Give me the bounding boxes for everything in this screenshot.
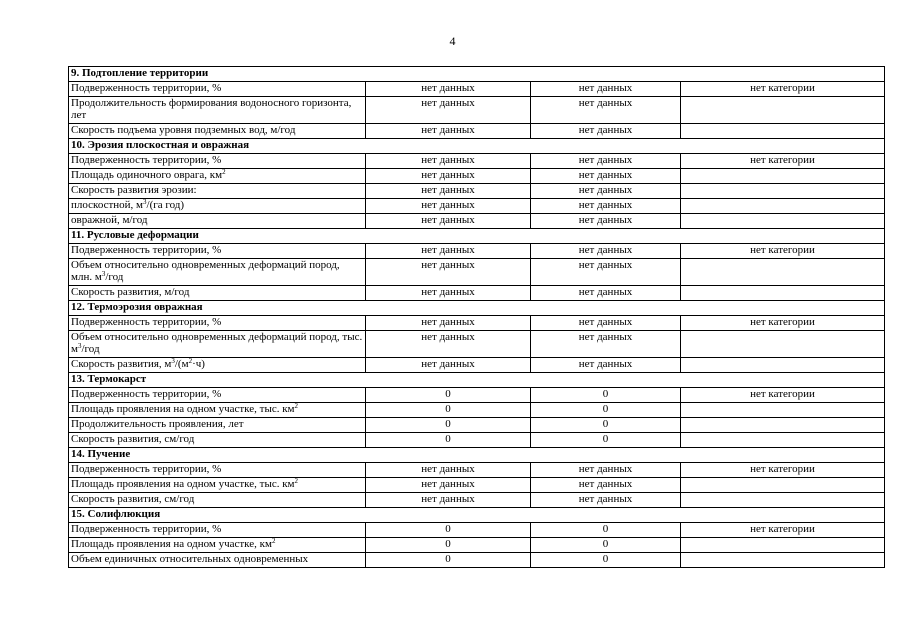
category-cell: нет категории (681, 316, 885, 331)
parameter-unit-exponent: 3 (171, 357, 175, 365)
parameter-name: плоскостной, м (71, 199, 144, 211)
category-cell (681, 259, 885, 286)
parameter-name: Подверженность территории, % (71, 244, 222, 256)
parameter-name-cell (69, 388, 366, 403)
parameter-unit-exponent: 3 (101, 270, 106, 278)
parameter-unit-exponent: 3 (77, 342, 82, 350)
category-cell: нет категории (681, 463, 885, 478)
parameter-name: Объем единичных относительных одновременных (71, 553, 309, 565)
value-cell-2: 0 (531, 418, 681, 433)
value-cell-1: 0 (366, 523, 531, 538)
value-cell-2: 0 (531, 523, 681, 538)
table-row (69, 286, 885, 301)
table-row (69, 331, 885, 358)
parameter-name: Скорость подъема уровня подземных вод, м/год (71, 124, 296, 136)
parameter-name: Скорость развития, см/год (71, 493, 195, 505)
category-cell (681, 124, 885, 139)
table-row (69, 244, 885, 259)
table-row (69, 433, 885, 448)
value-cell-1: нет данных (366, 169, 531, 184)
parameter-name-cell (69, 493, 366, 508)
category-cell: нет категории (681, 388, 885, 403)
value-cell-1: 0 (366, 433, 531, 448)
category-cell (681, 403, 885, 418)
table-row (69, 214, 885, 229)
value-cell-1: нет данных (366, 82, 531, 97)
table-row (69, 553, 885, 568)
value-cell-1: нет данных (366, 124, 531, 139)
table-row (69, 538, 885, 553)
parameter-name: Подверженность территории, % (71, 463, 222, 475)
parameter-unit-suffix: /год (81, 343, 100, 355)
value-cell-2: нет данных (531, 184, 681, 199)
table-row (69, 523, 885, 538)
table-row (69, 169, 885, 184)
section-title: 12. Термоэрозия овражная (69, 301, 885, 316)
category-cell (681, 538, 885, 553)
parameter-name-cell (69, 244, 366, 259)
value-cell-1: 0 (366, 418, 531, 433)
section-title: 14. Пучение (69, 448, 885, 463)
category-cell: нет категории (681, 82, 885, 97)
value-cell-1: нет данных (366, 199, 531, 214)
table-row (69, 493, 885, 508)
parameter-name: Подверженность территории, % (71, 388, 222, 400)
value-cell-1: 0 (366, 388, 531, 403)
value-cell-1: 0 (366, 403, 531, 418)
category-cell: нет категории (681, 244, 885, 259)
page-number: 4 (449, 34, 456, 48)
section-header-row (69, 139, 885, 154)
category-cell: нет категории (681, 523, 885, 538)
category-cell (681, 493, 885, 508)
category-cell (681, 418, 885, 433)
table-row (69, 418, 885, 433)
parameter-name-cell (69, 523, 366, 538)
category-cell (681, 358, 885, 373)
parameter-name: Подверженность территории, % (71, 154, 222, 166)
value-cell-1: нет данных (366, 97, 531, 124)
parameter-name-cell (69, 331, 366, 358)
parameter-name: Объем относительно одновременных деформаций пород, млн. м (71, 259, 340, 283)
value-cell-2: нет данных (531, 286, 681, 301)
value-cell-1: 0 (366, 553, 531, 568)
parameter-unit-suffix: /(га год) (146, 199, 185, 211)
parameter-name: Скорость развития, м/год (71, 286, 190, 298)
parameter-name: Объем относительно одновременных деформаций пород, тыс. м (71, 331, 363, 355)
table-row (69, 403, 885, 418)
parameter-name-cell (69, 286, 366, 301)
section-header-row (69, 229, 885, 244)
value-cell-2: нет данных (531, 463, 681, 478)
table-row (69, 184, 885, 199)
parameter-name: Площадь проявления на одном участке, тыс. км (71, 478, 295, 490)
category-cell (681, 199, 885, 214)
parameter-name-cell (69, 316, 366, 331)
category-cell (681, 286, 885, 301)
parameter-unit-exponent: 3 (143, 198, 147, 206)
parameter-name: Продолжительность проявления, лет (71, 418, 244, 430)
parameter-name: Скорость развития, см/год (71, 433, 195, 445)
value-cell-2: нет данных (531, 244, 681, 259)
section-title: 11. Русловые деформации (69, 229, 885, 244)
parameter-name-cell (69, 169, 366, 184)
section-title: 13. Термокарст (69, 373, 885, 388)
parameter-name: овражной, м/год (71, 214, 148, 226)
parameter-unit-exponent: 2 (222, 168, 226, 176)
value-cell-2: нет данных (531, 199, 681, 214)
parameter-name-cell (69, 214, 366, 229)
parameter-name: Площадь проявления на одном участке, тыс. км (71, 403, 295, 415)
parameter-unit-exponent: 2 (294, 402, 299, 410)
table-row (69, 259, 885, 286)
table-row (69, 199, 885, 214)
parameter-name: Продолжительность формирования водоносного горизонта, лет (71, 97, 352, 121)
parameter-name: Подверженность территории, % (71, 316, 222, 328)
category-cell (681, 331, 885, 358)
value-cell-1: нет данных (366, 331, 531, 358)
value-cell-1: нет данных (366, 286, 531, 301)
value-cell-1: нет данных (366, 214, 531, 229)
parameter-name-cell (69, 463, 366, 478)
parameter-name-cell (69, 97, 366, 124)
section-header-row (69, 373, 885, 388)
section-header-row (69, 448, 885, 463)
table-body (69, 67, 885, 568)
category-cell (681, 433, 885, 448)
parameter-name: Площадь одиночного оврага, км (71, 169, 223, 181)
value-cell-2: нет данных (531, 316, 681, 331)
table-row (69, 478, 885, 493)
parameter-name-cell (69, 124, 366, 139)
parameter-name: Скорость развития, м (71, 358, 172, 370)
parameter-name-cell (69, 538, 366, 553)
value-cell-2: 0 (531, 433, 681, 448)
parameter-name-cell (69, 478, 366, 493)
parameter-unit-suffix: /(м (174, 358, 189, 370)
value-cell-2: нет данных (531, 154, 681, 169)
category-cell (681, 169, 885, 184)
value-cell-1: нет данных (366, 316, 531, 331)
value-cell-2: нет данных (531, 331, 681, 358)
table-row (69, 124, 885, 139)
value-cell-2: нет данных (531, 97, 681, 124)
parameter-name-cell (69, 433, 366, 448)
table-row (69, 388, 885, 403)
parameter-name: Подверженность территории, % (71, 523, 222, 535)
value-cell-2: 0 (531, 403, 681, 418)
parameter-name-cell (69, 154, 366, 169)
section-title: 10. Эрозия плоскостная и овражная (69, 139, 885, 154)
parameter-name-cell (69, 82, 366, 97)
section-title: 9. Подтопление территории (69, 67, 885, 82)
parameter-unit-exponent: 2 (271, 537, 276, 545)
value-cell-2: 0 (531, 538, 681, 553)
category-cell (681, 478, 885, 493)
parameter-name-cell (69, 184, 366, 199)
value-cell-2: нет данных (531, 478, 681, 493)
value-cell-2: нет данных (531, 493, 681, 508)
category-cell (681, 184, 885, 199)
section-header-row (69, 67, 885, 82)
parameter-name-cell (69, 418, 366, 433)
value-cell-2: 0 (531, 553, 681, 568)
category-cell (681, 97, 885, 124)
hazard-parameters-table (68, 66, 885, 568)
category-cell (681, 553, 885, 568)
value-cell-1: нет данных (366, 478, 531, 493)
parameter-name: Площадь проявления на одном участке, км (71, 538, 272, 550)
value-cell-1: нет данных (366, 358, 531, 373)
parameter-unit-exponent: 2 (294, 477, 299, 485)
value-cell-2: нет данных (531, 169, 681, 184)
value-cell-1: 0 (366, 538, 531, 553)
value-cell-2: нет данных (531, 124, 681, 139)
value-cell-1: нет данных (366, 463, 531, 478)
table-row (69, 82, 885, 97)
value-cell-2: нет данных (531, 214, 681, 229)
parameter-unit-exponent: 2 (188, 357, 193, 365)
table-row (69, 358, 885, 373)
parameter-name: Скорость развития эрозии: (71, 184, 197, 196)
value-cell-1: нет данных (366, 259, 531, 286)
value-cell-2: нет данных (531, 82, 681, 97)
section-header-row (69, 301, 885, 316)
value-cell-2: нет данных (531, 259, 681, 286)
table-row (69, 463, 885, 478)
table-row (69, 316, 885, 331)
table-row (69, 97, 885, 124)
value-cell-2: нет данных (531, 358, 681, 373)
table-row (69, 154, 885, 169)
value-cell-1: нет данных (366, 184, 531, 199)
section-header-row (69, 508, 885, 523)
parameter-unit-suffix: ·ч) (192, 358, 205, 370)
parameter-name: Подверженность территории, % (71, 82, 222, 94)
parameter-name-cell (69, 199, 366, 214)
category-cell: нет категории (681, 154, 885, 169)
parameter-name-cell (69, 553, 366, 568)
value-cell-1: нет данных (366, 154, 531, 169)
value-cell-1: нет данных (366, 493, 531, 508)
parameter-name-cell (69, 358, 366, 373)
section-title: 15. Солифлюкция (69, 508, 885, 523)
value-cell-1: нет данных (366, 244, 531, 259)
value-cell-2: 0 (531, 388, 681, 403)
parameter-name-cell (69, 259, 366, 286)
category-cell (681, 214, 885, 229)
parameter-name-cell (69, 403, 366, 418)
parameter-unit-suffix: /год (105, 271, 124, 283)
